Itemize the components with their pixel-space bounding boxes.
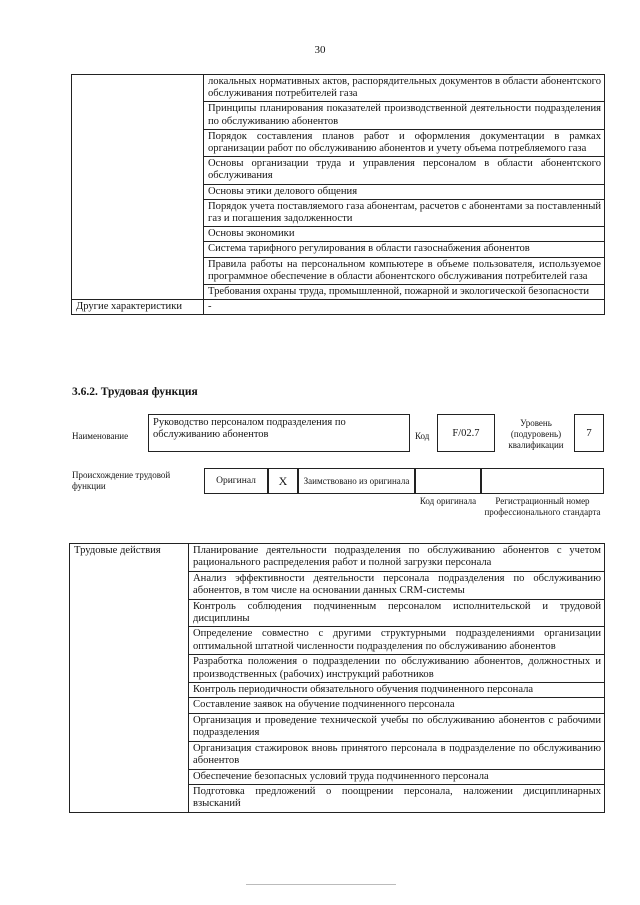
knowledge-item: Принципы планирования показателей производственной деятельности подразделения по обслуживанию абонентов xyxy=(204,102,605,129)
knowledge-item: Требования охраны труда, промышленной, пожарной и экологической безопасности xyxy=(204,285,605,300)
code-label: Код xyxy=(415,431,430,441)
name-label: Наименование xyxy=(72,431,129,441)
qualification-level-box: 7 xyxy=(574,414,604,452)
labor-action-item: Организация стажировок вновь принятого персонала в подразделение по обслуживанию абонентов xyxy=(189,741,605,769)
labor-action-item: Разработка положения о подразделении по обслуживанию абонентов, должностных и производственных (рабочих) инструкций работников xyxy=(189,655,605,683)
code-original-caption: Код оригинала xyxy=(419,496,477,506)
knowledge-item: Правила работы на персональном компьютере в объеме пользователя, используемое программное обеспечение в области абонентского обслуживания потребителей газа xyxy=(204,257,605,284)
labor-actions-label: Трудовые действия xyxy=(70,544,189,813)
table-row xyxy=(70,544,605,572)
required-knowledge-label-cell xyxy=(72,75,204,300)
original-mark-box: X xyxy=(268,468,298,494)
reg-number-box xyxy=(481,468,604,494)
other-characteristics-label: Другие характеристики xyxy=(72,300,204,315)
other-characteristics-value: - xyxy=(204,300,605,315)
labor-action-item: Подготовка предложений о поощрении персонала, наложении дисциплинарных взысканий xyxy=(189,784,605,812)
labor-action-item: Анализ эффективности деятельности персонала подразделения по обслуживанию абонентов, в том числе на основании данных CRM-системы xyxy=(189,571,605,599)
labor-action-item: Контроль соблюдения подчиненным персоналом исполнительской и трудовой дисциплины xyxy=(189,599,605,627)
qualification-level-label: Уровень (подуровень) квалификации xyxy=(508,418,564,450)
borrowed-label-box: Заимствовано из оригинала xyxy=(298,468,415,494)
labor-actions-table xyxy=(69,543,605,813)
knowledge-item: локальных нормативных актов, распорядительных документов в области абонентского обслуживания потребителей газа xyxy=(204,75,605,102)
page-number: 30 xyxy=(314,44,326,56)
labor-action-item: Организация и проведение технической учебы по обслуживанию абонентов с рабочими подразделения xyxy=(189,713,605,741)
labor-action-item: Контроль периодичности обязательного обучения подчиненного персонала xyxy=(189,683,605,698)
reg-number-caption: Регистрационный номер профессионального стандарта xyxy=(484,496,601,517)
knowledge-item: Система тарифного регулирования в области газоснабжения абонентов xyxy=(204,242,605,257)
origin-label: Происхождение трудовой функции xyxy=(72,470,171,491)
knowledge-item: Основы этики делового общения xyxy=(204,184,605,199)
code-value-box: F/02.7 xyxy=(437,414,495,452)
table-row xyxy=(72,75,605,102)
table-row xyxy=(72,300,605,315)
code-original-box xyxy=(415,468,481,494)
knowledge-item: Порядок учета поставляемого газа абонентам, расчетов с абонентами за поставленный газ и погашения задолженности xyxy=(204,199,605,226)
original-label-box: Оригинал xyxy=(204,468,268,494)
knowledge-item: Основы организации труда и управления персоналом в области абонентского обслуживания xyxy=(204,157,605,184)
labor-action-item: Составление заявок на обучение подчиненного персонала xyxy=(189,698,605,713)
labor-action-item: Планирование деятельности подразделения по обслуживанию абонентов с учетом рационального распределения работ и полной загрузки персонала xyxy=(189,544,605,572)
knowledge-item: Порядок составления планов работ и оформления документации в рамках организации работ по обслуживанию абонентов и учету объема потребляемого газа xyxy=(204,129,605,156)
section-heading: 3.6.2. Трудовая функция xyxy=(72,386,198,398)
labor-action-item: Обеспечение безопасных условий труда подчиненного персонала xyxy=(189,769,605,784)
page-bottom-divider xyxy=(246,884,396,885)
labor-action-item: Определение совместно с другими структурными подразделениями организации оптимальной штатной численности подразделения по обслуживанию абонентов xyxy=(189,627,605,655)
knowledge-table-continuation xyxy=(71,74,605,315)
knowledge-item: Основы экономики xyxy=(204,227,605,242)
function-name-box: Руководство персоналом подразделения по обслуживанию абонентов xyxy=(148,414,410,452)
